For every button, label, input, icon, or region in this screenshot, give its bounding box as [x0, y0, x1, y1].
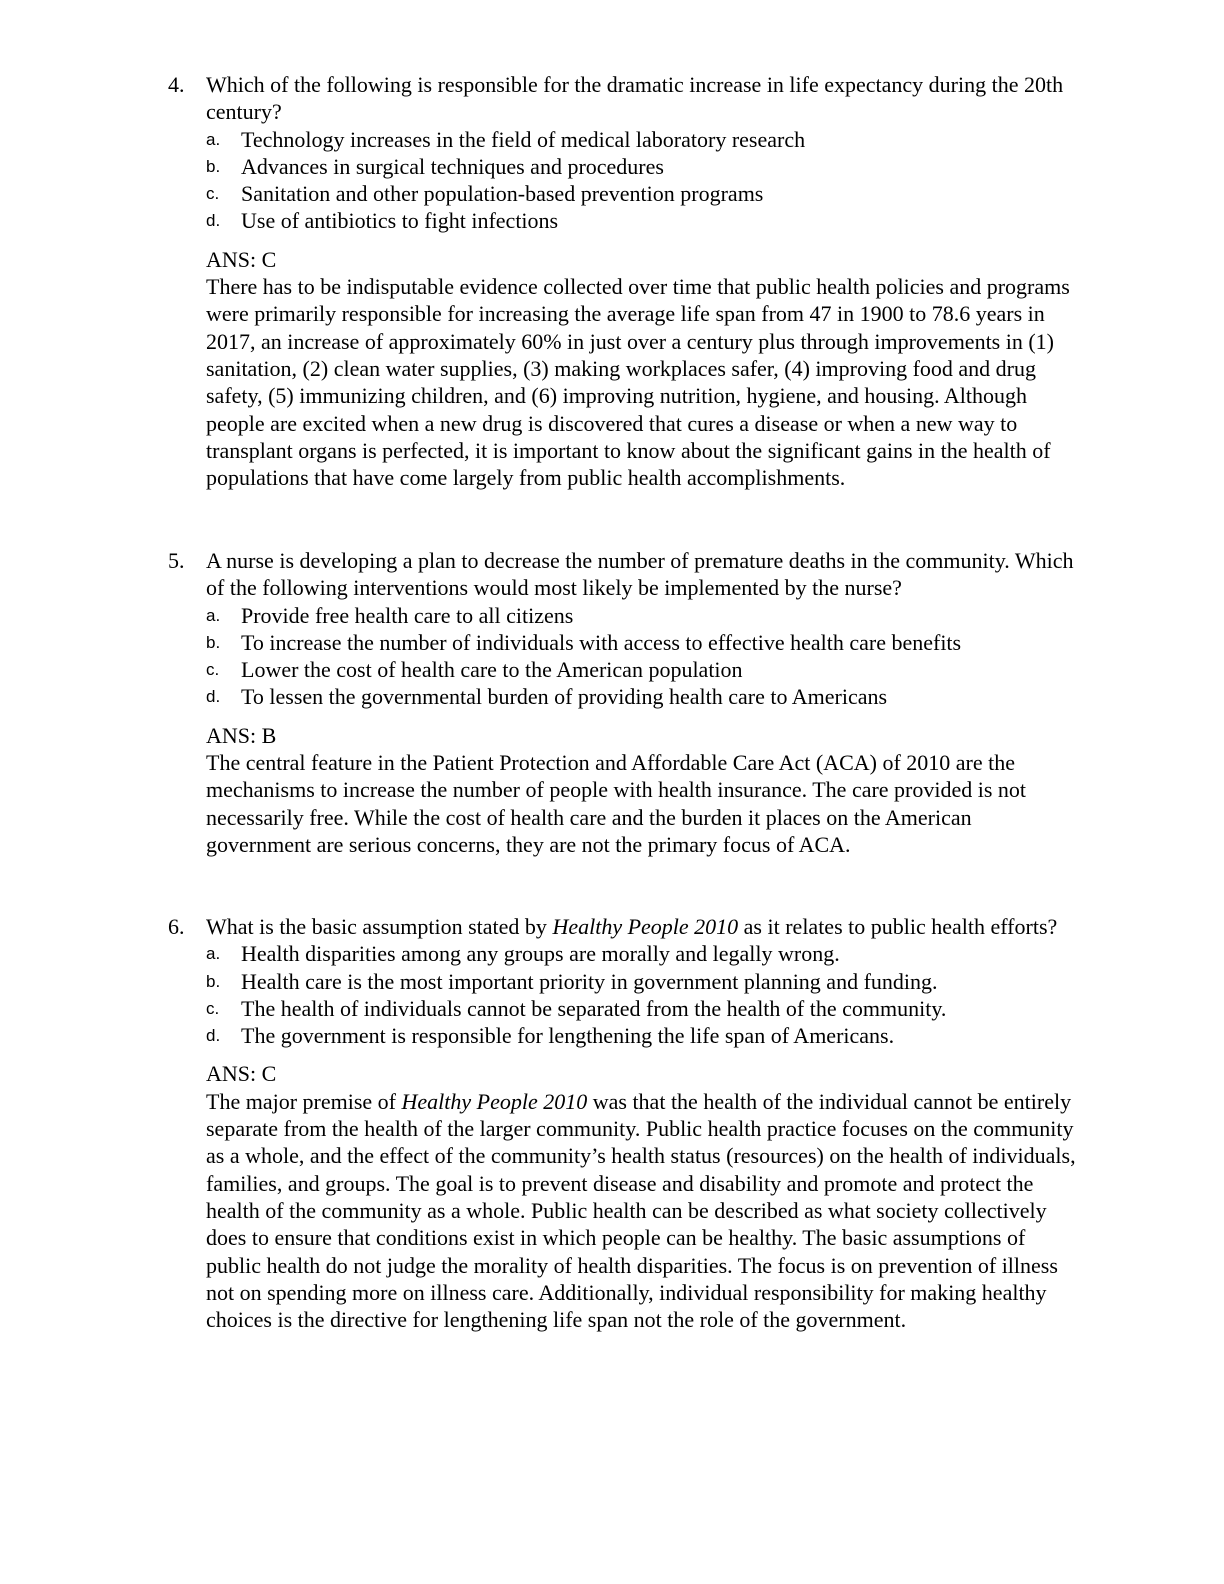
question-body: [206, 71, 1078, 491]
option-c: [206, 995, 1078, 1022]
stem-text-after: as it relates to public health efforts?: [738, 914, 1058, 939]
option-text: Sanitation and other population-based prevention programs: [241, 181, 764, 207]
option-letter: a.: [206, 605, 221, 625]
question-body: [206, 547, 1078, 858]
rationale-text-before: The major premise of: [206, 1088, 402, 1114]
option-d: [206, 683, 1078, 710]
answer-label: ANS: C: [206, 1061, 277, 1087]
rationale-text: The central feature in the Patient Protection and Affordable Care Act (ACA) of 2010 are the mechanisms to increase the number of people with health insurance. The care provided is not necessarily free. While the cost of health care and the burden it places on the American government are serious concerns, they are not the primary focus of ACA.: [206, 750, 1027, 857]
rationale: [206, 1088, 1078, 1334]
option-letter: d.: [206, 1026, 221, 1046]
rationale-text: There has to be indisputable evidence collected over time that public health policies and programs were primarily responsible for increasing the average life span from 47 in 1900 to 78.6 years in 2017, an increase of approximately 60% in just over a century plus through improvements in (1) sanitation, (2) clean water supplies, (3) making workplaces safer, (4) improving food and drug safety, (5) immunizing children, and (6) improving nutrition, hygiene, and housing. Although people are excited when a new drug is discovered that cures a disease or when a new way to transplant organs is perfected, it is important to know about the significant gains in the health of populations that have come largely from public health accomplishments.: [206, 274, 1070, 491]
question-stem: [206, 913, 1078, 940]
rationale-text-after: was that the health of the individual cannot be entirely separate from the health of the larger community. Public health practice focuses on the community as a whole, and the effect of the community’s health status (resources) on the health of individuals, families, and groups. The goal is to prevent disease and disability and promote and protect the health of the community as a whole. Public health can be described as what society collectively does to ensure that conditions exist in which people can be healthy. The basic assumptions of public health do not judge the morality of health disparities. The focus is on prevention of illness not on spending more on illness care. Additionally, individual responsibility for making healthy choices is the directive for lengthening life span not the role of the government.: [206, 1088, 1076, 1333]
option-text: Use of antibiotics to fight infections: [241, 208, 559, 234]
options-list: [206, 940, 1078, 1049]
option-letter: d.: [206, 687, 221, 707]
question-6: [168, 913, 1078, 1333]
question-number: 4.: [168, 72, 185, 97]
rationale-text: [206, 1088, 1078, 1334]
question-number: 5.: [168, 548, 185, 573]
question-number: 6.: [168, 914, 185, 939]
option-letter: b.: [206, 156, 221, 176]
option-text: Provide free health care to all citizens: [241, 602, 574, 628]
option-text: Advances in surgical techniques and procedures: [241, 153, 664, 179]
option-text: Health care is the most important priority in government planning and funding.: [241, 968, 938, 994]
option-c: [206, 656, 1078, 683]
option-text: To lessen the governmental burden of providing health care to Americans: [241, 684, 888, 710]
question-4: [168, 71, 1078, 491]
option-letter: c.: [206, 660, 220, 680]
answer-block: [206, 1060, 1078, 1333]
question-body: [206, 913, 1078, 1333]
answer-label: ANS: B: [206, 722, 277, 748]
rationale-title-italic: Healthy People 2010: [401, 1088, 588, 1114]
option-text: The health of individuals cannot be separated from the health of the community.: [241, 995, 947, 1021]
option-b: [206, 629, 1078, 656]
question-stem: A nurse is developing a plan to decrease the number of premature deaths in the community. Which of the following interventions would most likely be implemented by the nurse?: [206, 548, 1074, 601]
stem-title-italic: Healthy People 2010: [552, 914, 739, 939]
question-5: [168, 547, 1078, 858]
option-b: [206, 153, 1078, 180]
option-letter: b.: [206, 971, 221, 991]
option-letter: b.: [206, 632, 221, 652]
option-text: Technology increases in the field of medical laboratory research: [241, 126, 806, 152]
answer-label: ANS: C: [206, 246, 277, 272]
answer-block: [206, 722, 1078, 858]
rationale: [206, 273, 1078, 491]
option-c: [206, 180, 1078, 207]
rationale: [206, 749, 1078, 858]
option-letter: a.: [206, 944, 221, 964]
option-a: [206, 126, 1078, 153]
answer-block: [206, 246, 1078, 492]
option-letter: d.: [206, 211, 221, 231]
options-list: [206, 126, 1078, 235]
options-list: [206, 602, 1078, 711]
option-letter: c.: [206, 184, 220, 204]
stem-text-before: What is the basic assumption stated by: [206, 914, 553, 939]
option-text: Health disparities among any groups are morally and legally wrong.: [241, 941, 840, 967]
option-letter: a.: [206, 129, 221, 149]
question-stem: Which of the following is responsible for the dramatic increase in life expectancy during the 20th century?: [206, 72, 1064, 125]
option-b: [206, 968, 1078, 995]
option-letter: c.: [206, 998, 220, 1018]
option-text: Lower the cost of health care to the American population: [241, 657, 743, 683]
option-text: To increase the number of individuals with access to effective health care benefits: [241, 629, 962, 655]
option-d: [206, 207, 1078, 234]
option-a: [206, 940, 1078, 967]
option-a: [206, 602, 1078, 629]
option-text: The government is responsible for lengthening the life span of Americans.: [241, 1023, 895, 1049]
option-d: [206, 1022, 1078, 1049]
